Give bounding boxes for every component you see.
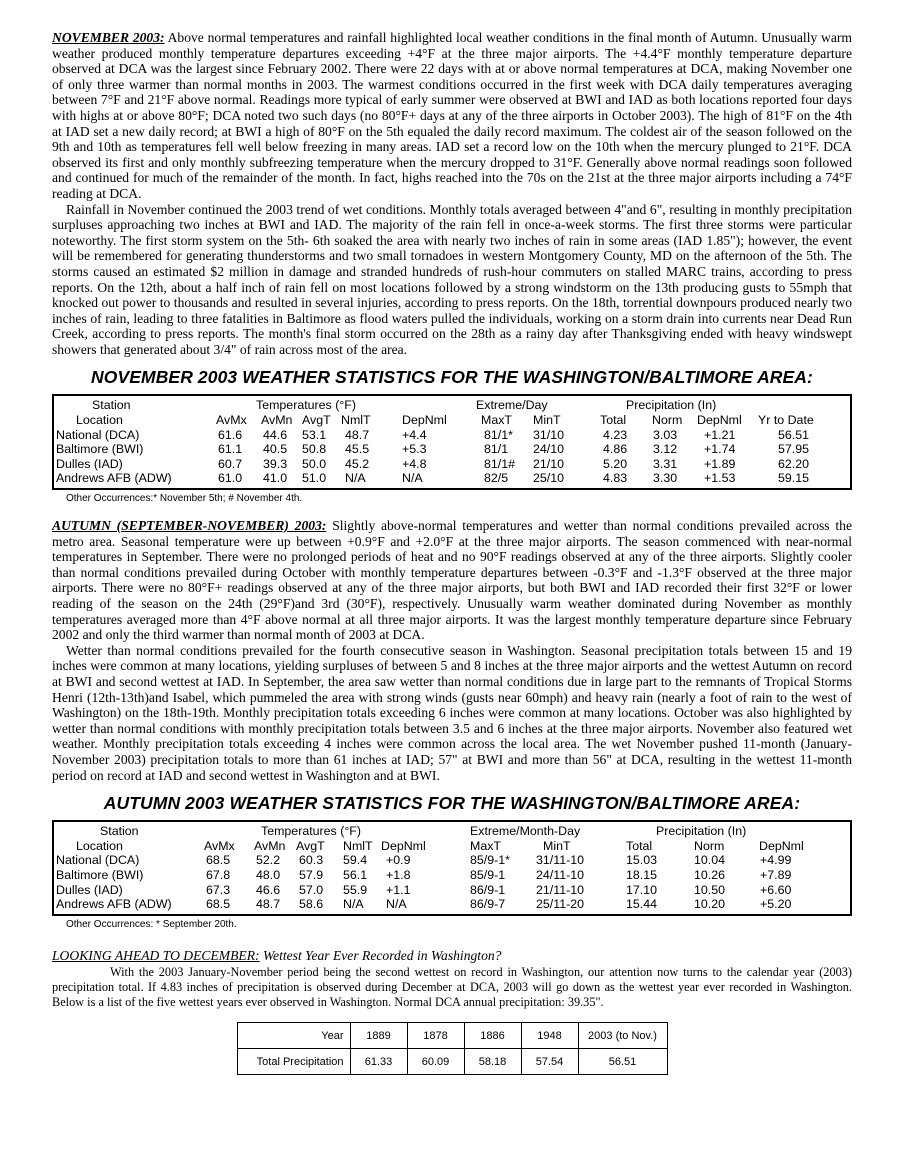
cell-mint: 25/11-20 [536, 897, 584, 912]
group-header-temperatures: Temperatures (°F) [256, 398, 356, 413]
cell-location: National (DCA) [56, 427, 140, 442]
cell-avmn: 48.7 [256, 897, 281, 912]
november-group-header-row [56, 398, 846, 413]
group-header-precipitation: Precipitation (In) [656, 824, 747, 839]
cell-nmlt: 59.4 [343, 853, 368, 868]
november-text-1: Above normal temperatures and rainfall highlighted local weather conditions in the final month of Autumn. Unusually warm weather produced monthly temperature departures exceeding +4°F at the three major airports. The +4.4°F monthly temperature departure observed at DCA was the largest since February 2002. There were 22 days with at or above normal temperatures at DCA, making November one of only three warmer than normal months in 2003. The warmest conditions occurred in the first week with DCA daily temperatures averaging between 7°F and 21°F above normal. Readings more typical of early summer were observed at BWI and IAD as both locations reported four days with highs at or above 80°F; DCA noted two such days (no 80°F+ days at any of the three airports in October 2003). The high of 81°F on the 4th at IAD set a new daily record; at BWI a high of 80°F on the 5th equaled the daily record maximum. The coldest air of the season followed on the 9th and 10th as temperatures fell well below freezing in many areas. IAD set a record low on the 10th when the mercury plunged to 21°F. DCA observed its first and only monthly subfreezing temperature when the mercury dropped to 31°F. Generally above normal readings soon followed and continued for much of the remainder of the month. In fact, highs reached into the 70s on the 21st at the three major airports including a 74°F reading at DCA. [52, 30, 852, 201]
autumn-group-header-row [56, 824, 846, 839]
november-paragraph-2 [52, 202, 852, 358]
autumn-paragraph-1 [52, 518, 852, 643]
autumn-heading: AUTUMN (SEPTEMBER-NOVEMBER) 2003: [52, 518, 327, 534]
cell-maxt: 82/5 [484, 471, 509, 486]
cell-mint: 31/11-10 [536, 853, 584, 868]
ahead-paragraph [52, 965, 852, 1010]
table-row [56, 868, 846, 883]
cell-nmlt: 55.9 [343, 882, 368, 897]
total-cell: 61.33 [350, 1049, 407, 1075]
autumn-text-1: Slightly above-normal temperatures and wetter than normal conditions prevailed across the metro area. Seasonal temperature were up between +0.9°F and +2.0°F at the three major airports. The season commenced with near-normal temperatures in September. There were no prolonged periods of heat and no 90°F readings observed at any of the three airports. Slightly cooler than normal conditions prevailed during October with monthly temperature departures between -0.3°F and -1.3°F observed at the three major airports. There were no 80°F+ readings observed at any of the three major airports, but both BWI and IAD recorded their first 32°F or lower reading of the season on the 24th (29°F)and 3rd (30°F), respectively. Unusually warm weather dominated during November as monthly temperatures averaged more than 4°F above normal at all three major airports. It was the largest monthly temperature departure since February 2002 and only the third warmer than normal month of 2003 at DCA. [52, 518, 852, 643]
cell-avgt: 53.1 [302, 427, 327, 442]
wettest-years-table [237, 1022, 668, 1075]
cell-avmn: 39.3 [263, 456, 288, 471]
cell-mint: 24/11-10 [536, 867, 584, 882]
cell-maxt: 81/1# [484, 456, 516, 471]
cell-norm: 3.12 [653, 442, 678, 457]
cell-depnml-precip: +7.89 [760, 867, 792, 882]
year-cell: 1948 [521, 1023, 578, 1049]
cell-avmx: 61.0 [218, 471, 243, 486]
cell-avmx: 61.1 [218, 442, 243, 457]
col-depnml: DepNml [381, 838, 426, 853]
cell-location: Dulles (IAD) [56, 882, 123, 897]
november-stats-table [52, 394, 852, 490]
november-column-header-row [56, 413, 846, 428]
col-norm: Norm [652, 413, 683, 428]
cell-avmn: 44.6 [263, 427, 288, 442]
cell-mint: 31/10 [533, 427, 565, 442]
table-row [237, 1023, 667, 1049]
cell-avmx: 67.8 [206, 867, 231, 882]
cell-avgt: 51.0 [302, 471, 327, 486]
year-cell: 1889 [350, 1023, 407, 1049]
cell-location: Andrews AFB (ADW) [56, 471, 172, 486]
cell-avgt: 58.6 [299, 897, 324, 912]
cell-avgt: 57.0 [299, 882, 324, 897]
cell-total: 15.03 [626, 853, 658, 868]
november-table-note: Other Occurrences:* November 5th; # November 4th. [66, 493, 303, 505]
cell-depnml-precip: +1.89 [704, 456, 736, 471]
cell-avmn: 48.0 [256, 867, 281, 882]
autumn-table-title: AUTUMN 2003 WEATHER STATISTICS FOR THE WASHINGTON/BALTIMORE AREA: [103, 793, 801, 814]
col-maxt: MaxT [481, 413, 512, 428]
group-header-extreme: Extreme/Month-Day [470, 824, 581, 839]
cell-avmx: 67.3 [206, 882, 231, 897]
cell-avgt: 50.0 [302, 456, 327, 471]
cell-yr-to-date: 57.95 [778, 442, 810, 457]
table-row [56, 853, 846, 868]
cell-total: 4.83 [603, 471, 628, 486]
cell-depnml: +0.9 [386, 853, 411, 868]
ahead-subheading: Wettest Year Ever Recorded in Washington? [262, 947, 502, 963]
col-avmx: AvMx [204, 838, 235, 853]
col-total: Total [626, 838, 653, 853]
group-header-precipitation: Precipitation (In) [626, 398, 717, 413]
cell-avmn: 46.6 [256, 882, 281, 897]
col-avgt: AvgT [296, 838, 325, 853]
table-row [56, 428, 846, 443]
november-heading: NOVEMBER 2003: [52, 30, 165, 45]
cell-location: Baltimore (BWI) [56, 442, 144, 457]
cell-norm: 10.04 [694, 853, 726, 868]
cell-nmlt: 56.1 [343, 867, 368, 882]
cell-norm: 10.50 [694, 882, 726, 897]
col-depnml-precip: DepNml [697, 413, 742, 428]
col-maxt: MaxT [470, 838, 501, 853]
cell-maxt: 85/9-1* [470, 853, 510, 868]
cell-location: Dulles (IAD) [56, 456, 123, 471]
cell-depnml: +1.8 [386, 867, 411, 882]
cell-depnml: +4.4 [402, 427, 427, 442]
november-paragraph-1 [52, 30, 852, 202]
cell-depnml-precip: +1.53 [704, 471, 736, 486]
cell-total: 18.15 [626, 867, 658, 882]
cell-nmlt: 45.2 [345, 456, 370, 471]
cell-avgt: 60.3 [299, 853, 324, 868]
ahead-heading: LOOKING AHEAD TO DECEMBER: [52, 947, 260, 963]
autumn-table-note: Other Occurrences: * September 20th. [66, 918, 237, 930]
autumn-paragraph-2 [52, 643, 852, 783]
cell-avmn: 41.0 [263, 471, 288, 486]
cell-mint: 24/10 [533, 442, 565, 457]
table-row [56, 471, 846, 486]
table-row [237, 1049, 667, 1075]
cell-location: Baltimore (BWI) [56, 867, 144, 882]
cell-maxt: 85/9-1 [470, 867, 506, 882]
cell-avmx: 68.5 [206, 853, 231, 868]
year-cell: 2003 (to Nov.) [578, 1023, 667, 1049]
col-location: Location [76, 838, 123, 853]
col-mint: MinT [533, 413, 561, 428]
col-avmn: AvMn [254, 838, 286, 853]
group-header-extreme: Extreme/Day [476, 398, 548, 413]
col-avmx: AvMx [216, 413, 247, 428]
cell-mint: 25/10 [533, 471, 565, 486]
autumn-stats-table [52, 820, 852, 916]
cell-maxt: 86/9-7 [470, 897, 506, 912]
cell-maxt: 81/1 [484, 442, 509, 457]
autumn-text-2: Wetter than normal conditions prevailed for the fourth consecutive season in Washington. Seasonal precipitation totals between 15 and 19 inches were common at many locations, yielding surpluses of between 5 and 8 inches at the three major airports and the wettest Autumn on record at BWI and second wettest at IAD. In September, the area saw wetter than normal conditions due in large part to the remnants of Tropical Storms Henri (12th-13th)and Isabel, which pummeled the area with strong winds (gusts near 60mph) and heavy rain (nearly a foot of rain to the west of Washington) on the 18th-19th. Monthly precipitation totals exceeding 6 inches were common at many locations. October was also highlighted by wetter than normal conditions with monthly precipitation totals between 3.5 and 6 inches at the three major airports. November also featured wet weather. Monthly precipitation totals exceeding 4 inches were common across the local area. The wet November pushed 11-month (January-November 2003) precipitation totals to more than 61 inches at IAD; 57" at BWI and more than 56" at DCA, resulting in the wettest 11-month period on record at IAD and second wettest in Washington and at BWI. [52, 642, 852, 783]
total-cell: 56.51 [578, 1049, 667, 1075]
table-row [56, 457, 846, 472]
cell-depnml-precip: +6.60 [760, 882, 792, 897]
cell-nmlt: 45.5 [345, 442, 370, 457]
cell-total: 4.86 [603, 442, 628, 457]
total-cell: 57.54 [521, 1049, 578, 1075]
cell-location: National (DCA) [56, 853, 140, 868]
table-row [56, 897, 846, 912]
group-header-temperatures: Temperatures (°F) [261, 824, 361, 839]
group-header-station: Station [92, 398, 131, 413]
total-cell: 58.18 [464, 1049, 521, 1075]
cell-depnml: +5.3 [402, 442, 427, 457]
cell-norm: 3.30 [653, 471, 678, 486]
col-nmlt: NmlT [343, 838, 373, 853]
col-yr-to-date: Yr to Date [758, 413, 814, 428]
cell-depnml-precip: +1.74 [704, 442, 736, 457]
november-text-2: Rainfall in November continued the 2003 trend of wet conditions. Monthly totals averaged between 4"and 6", resulting in monthly precipitation surpluses approaching two inches at BWI and IAD. The majority of the rain fell in once-a-week storms. The first three storms were particular noteworthy. The first storm system on the 5th- 6th soaked the area with nearly two inches of rain in some areas (IAD 1.85"); however, the event will be remembered for generating thunderstorms and two small tornadoes in western Montgomery County, MD on the afternoon of the 5th. The storms caused an estimated $2 million in damage and stranded hundreds of rush-hour commuters on stalled MARC trains, according to press reports. On the 12th, about a half inch of rain fell on most locations followed by a strong windstorm on the 13th producing gusts to 55mph that knocked out power to thousands and resulted in several injuries, according to press reports. On the 18th, torrential downpours produced nearly two inches of rain, leading to three fatalities in Baltimore as flood waters pulled the individuals, working on a storm drain into currents near Dead Run Creek, according to press reports. The month's final storm occurred on the 28th as a rainy day after Thanksgiving ended with heavy windswept showers that generated about 3/4" of rain across most of the area. [52, 201, 852, 357]
cell-depnml: +4.8 [402, 456, 427, 471]
cell-depnml-precip: +1.21 [704, 427, 736, 442]
cell-yr-to-date: 62.20 [778, 456, 810, 471]
cell-depnml-precip: +5.20 [760, 897, 792, 912]
cell-nmlt: N/A [345, 471, 366, 486]
cell-avgt: 50.8 [302, 442, 327, 457]
cell-avmn: 52.2 [256, 853, 281, 868]
cell-avmx: 68.5 [206, 897, 231, 912]
year-cell: 1878 [407, 1023, 464, 1049]
cell-location: Andrews AFB (ADW) [56, 897, 172, 912]
cell-maxt: 81/1* [484, 427, 513, 442]
col-mint: MinT [543, 838, 571, 853]
cell-total: 17.10 [626, 882, 658, 897]
autumn-column-header-row [56, 839, 846, 854]
year-cell: 1886 [464, 1023, 521, 1049]
total-precip-label: Total Precipitation [237, 1049, 350, 1075]
cell-norm: 3.03 [653, 427, 678, 442]
group-header-station: Station [100, 824, 139, 839]
cell-norm: 10.20 [694, 897, 726, 912]
cell-avmx: 61.6 [218, 427, 243, 442]
cell-avmx: 60.7 [218, 456, 243, 471]
cell-depnml: N/A [402, 471, 423, 486]
cell-norm: 3.31 [653, 456, 678, 471]
cell-total: 4.23 [603, 427, 628, 442]
cell-yr-to-date: 56.51 [778, 427, 810, 442]
total-cell: 60.09 [407, 1049, 464, 1075]
cell-mint: 21/10 [533, 456, 565, 471]
cell-depnml: +1.1 [386, 882, 411, 897]
year-label: Year [237, 1023, 350, 1049]
cell-avgt: 57.9 [299, 867, 324, 882]
cell-nmlt: N/A [343, 897, 364, 912]
cell-norm: 10.26 [694, 867, 726, 882]
cell-depnml: N/A [386, 897, 407, 912]
col-location: Location [76, 413, 123, 428]
cell-yr-to-date: 59.15 [778, 471, 810, 486]
col-total: Total [600, 413, 627, 428]
table-row [56, 442, 846, 457]
col-avgt: AvgT [302, 413, 331, 428]
ahead-heading-line [52, 948, 852, 964]
ahead-text: With the 2003 January-November period being the second wettest on record in Washington, our attention now turns to the calendar year (2003) precipitation total. If 4.83 inches of precipitation is observed during December at DCA, 2003 will go down as the wettest year ever recorded in Washington. Below is a list of the five wettest years ever observed in Washington. Normal DCA annual precipitation: 39.35". [52, 965, 852, 1010]
cell-mint: 21/11-10 [536, 882, 584, 897]
table-row [56, 883, 846, 898]
cell-maxt: 86/9-1 [470, 882, 506, 897]
cell-total: 5.20 [603, 456, 628, 471]
cell-total: 15.44 [626, 897, 658, 912]
col-nmlt: NmlT [341, 413, 371, 428]
cell-avmn: 40.5 [263, 442, 288, 457]
cell-depnml-precip: +4.99 [760, 853, 792, 868]
col-avmn: AvMn [261, 413, 293, 428]
col-depnml-precip: DepNml [759, 838, 804, 853]
col-norm: Norm [694, 838, 725, 853]
cell-nmlt: 48.7 [345, 427, 370, 442]
col-depnml: DepNml [402, 413, 447, 428]
november-table-title: NOVEMBER 2003 WEATHER STATISTICS FOR THE WASHINGTON/BALTIMORE AREA: [91, 367, 813, 388]
